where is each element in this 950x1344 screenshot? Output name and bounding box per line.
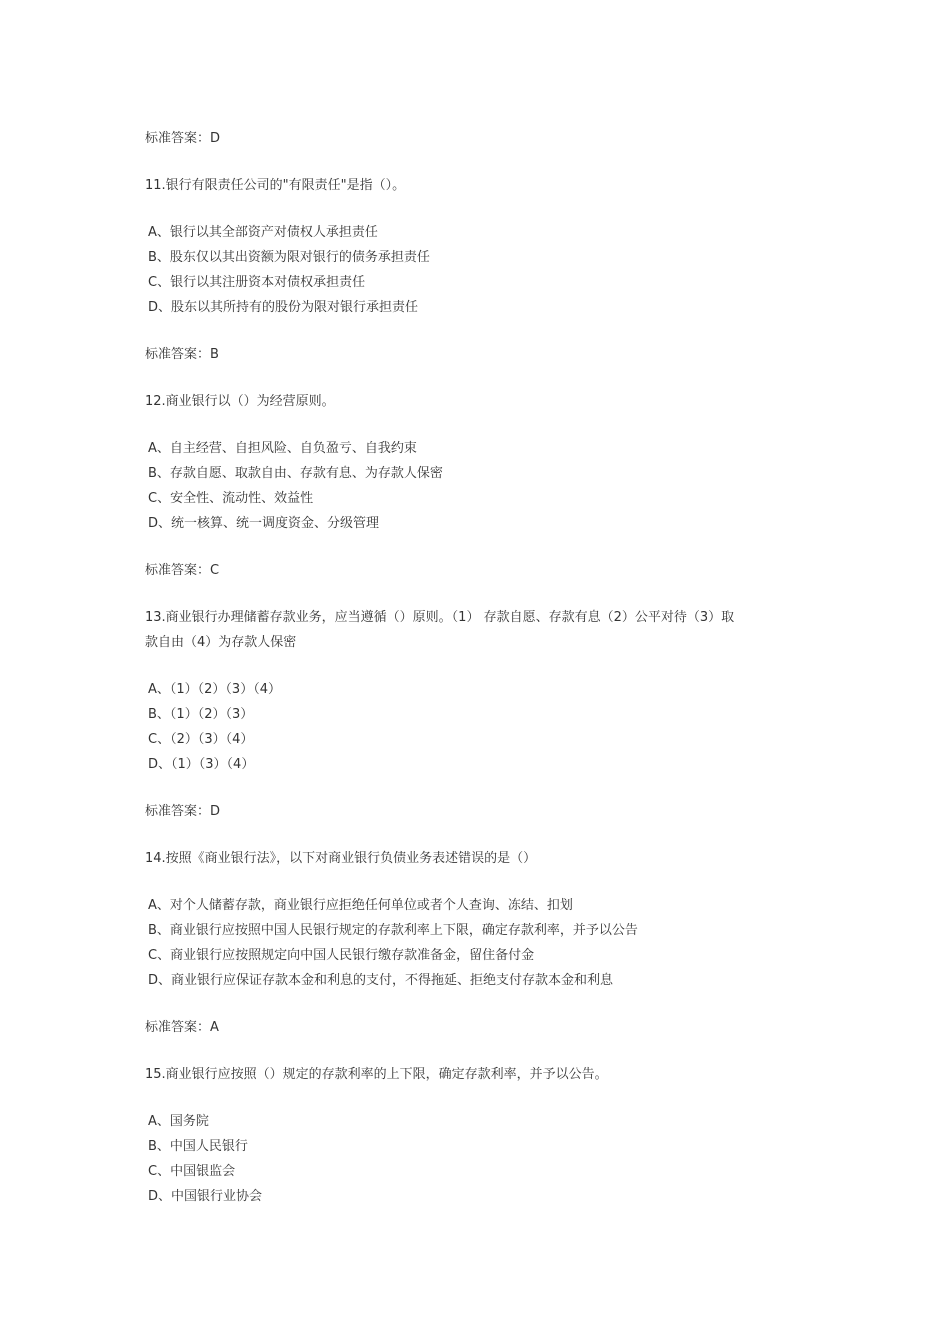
option-d: D、商业银行应保证存款本金和利息的支付，不得拖延、拒绝支付存款本金和利息	[148, 973, 614, 988]
option-a: A、自主经营、自担风险、自负盈亏、自我约束	[148, 441, 417, 456]
option-c: C、中国银监会	[148, 1164, 236, 1179]
option-list	[145, 220, 815, 320]
question-stem: 14.按照《商业银行法》，以下对商业银行负债业务表述错误的是（）	[145, 851, 537, 866]
option-d: D、统一核算、统一调度资金、分级管理	[148, 516, 380, 531]
option-d: D、中国银行业协会	[148, 1189, 263, 1204]
option-a: A、（1）（2）（3）（4）	[148, 682, 281, 697]
option-b: B、存款自愿、取款自由、存款有息、为存款人保密	[148, 466, 443, 481]
option-list	[145, 436, 815, 536]
question-stem-line: 款自由（4）为存款人保密	[145, 635, 297, 650]
option-a: A、对个人储蓄存款，商业银行应拒绝任何单位或者个人查询、冻结、扣划	[148, 898, 573, 913]
option-b: B、股东仅以其出资额为限对银行的债务承担责任	[148, 250, 430, 265]
document-page	[145, 126, 815, 1231]
option-c: C、（2）（3）（4）	[148, 732, 254, 747]
question-stem: 15.商业银行应按照（）规定的存款利率的上下限，确定存款利率，并予以公告。	[145, 1067, 608, 1082]
question-stem	[145, 605, 815, 655]
option-d: D、（1）（3）（4）	[148, 757, 255, 772]
option-c: C、安全性、流动性、效益性	[148, 491, 314, 506]
option-a: A、银行以其全部资产对债权人承担责任	[148, 225, 378, 240]
option-d: D、股东以其所持有的股份为限对银行承担责任	[148, 300, 419, 315]
option-a: A、国务院	[148, 1114, 209, 1129]
option-c: C、银行以其注册资本对债权承担责任	[148, 275, 366, 290]
answer-line: 标准答案：B	[145, 347, 219, 362]
option-list	[145, 1109, 815, 1209]
option-b: B、中国人民银行	[148, 1139, 248, 1154]
answer-line: 标准答案：A	[145, 1020, 219, 1035]
option-c: C、商业银行应按照规定向中国人民银行缴存款准备金，留住备付金	[148, 948, 535, 963]
option-b: B、（1）（2）（3）	[148, 707, 254, 722]
option-b: B、商业银行应按照中国人民银行规定的存款利率上下限，确定存款利率，并予以公告	[148, 923, 638, 938]
answer-line: 标准答案：D	[145, 131, 221, 146]
option-list	[145, 677, 815, 777]
answer-line: 标准答案：C	[145, 563, 220, 578]
question-stem: 12.商业银行以（）为经营原则。	[145, 394, 335, 409]
question-stem: 11.银行有限责任公司的"有限责任"是指（）。	[145, 178, 406, 193]
option-list	[145, 893, 815, 993]
question-stem-line: 13.商业银行办理储蓄存款业务，应当遵循（）原则。（1） 存款自愿、存款有息（2）公平对待（3）取	[145, 610, 735, 625]
answer-line: 标准答案：D	[145, 804, 221, 819]
